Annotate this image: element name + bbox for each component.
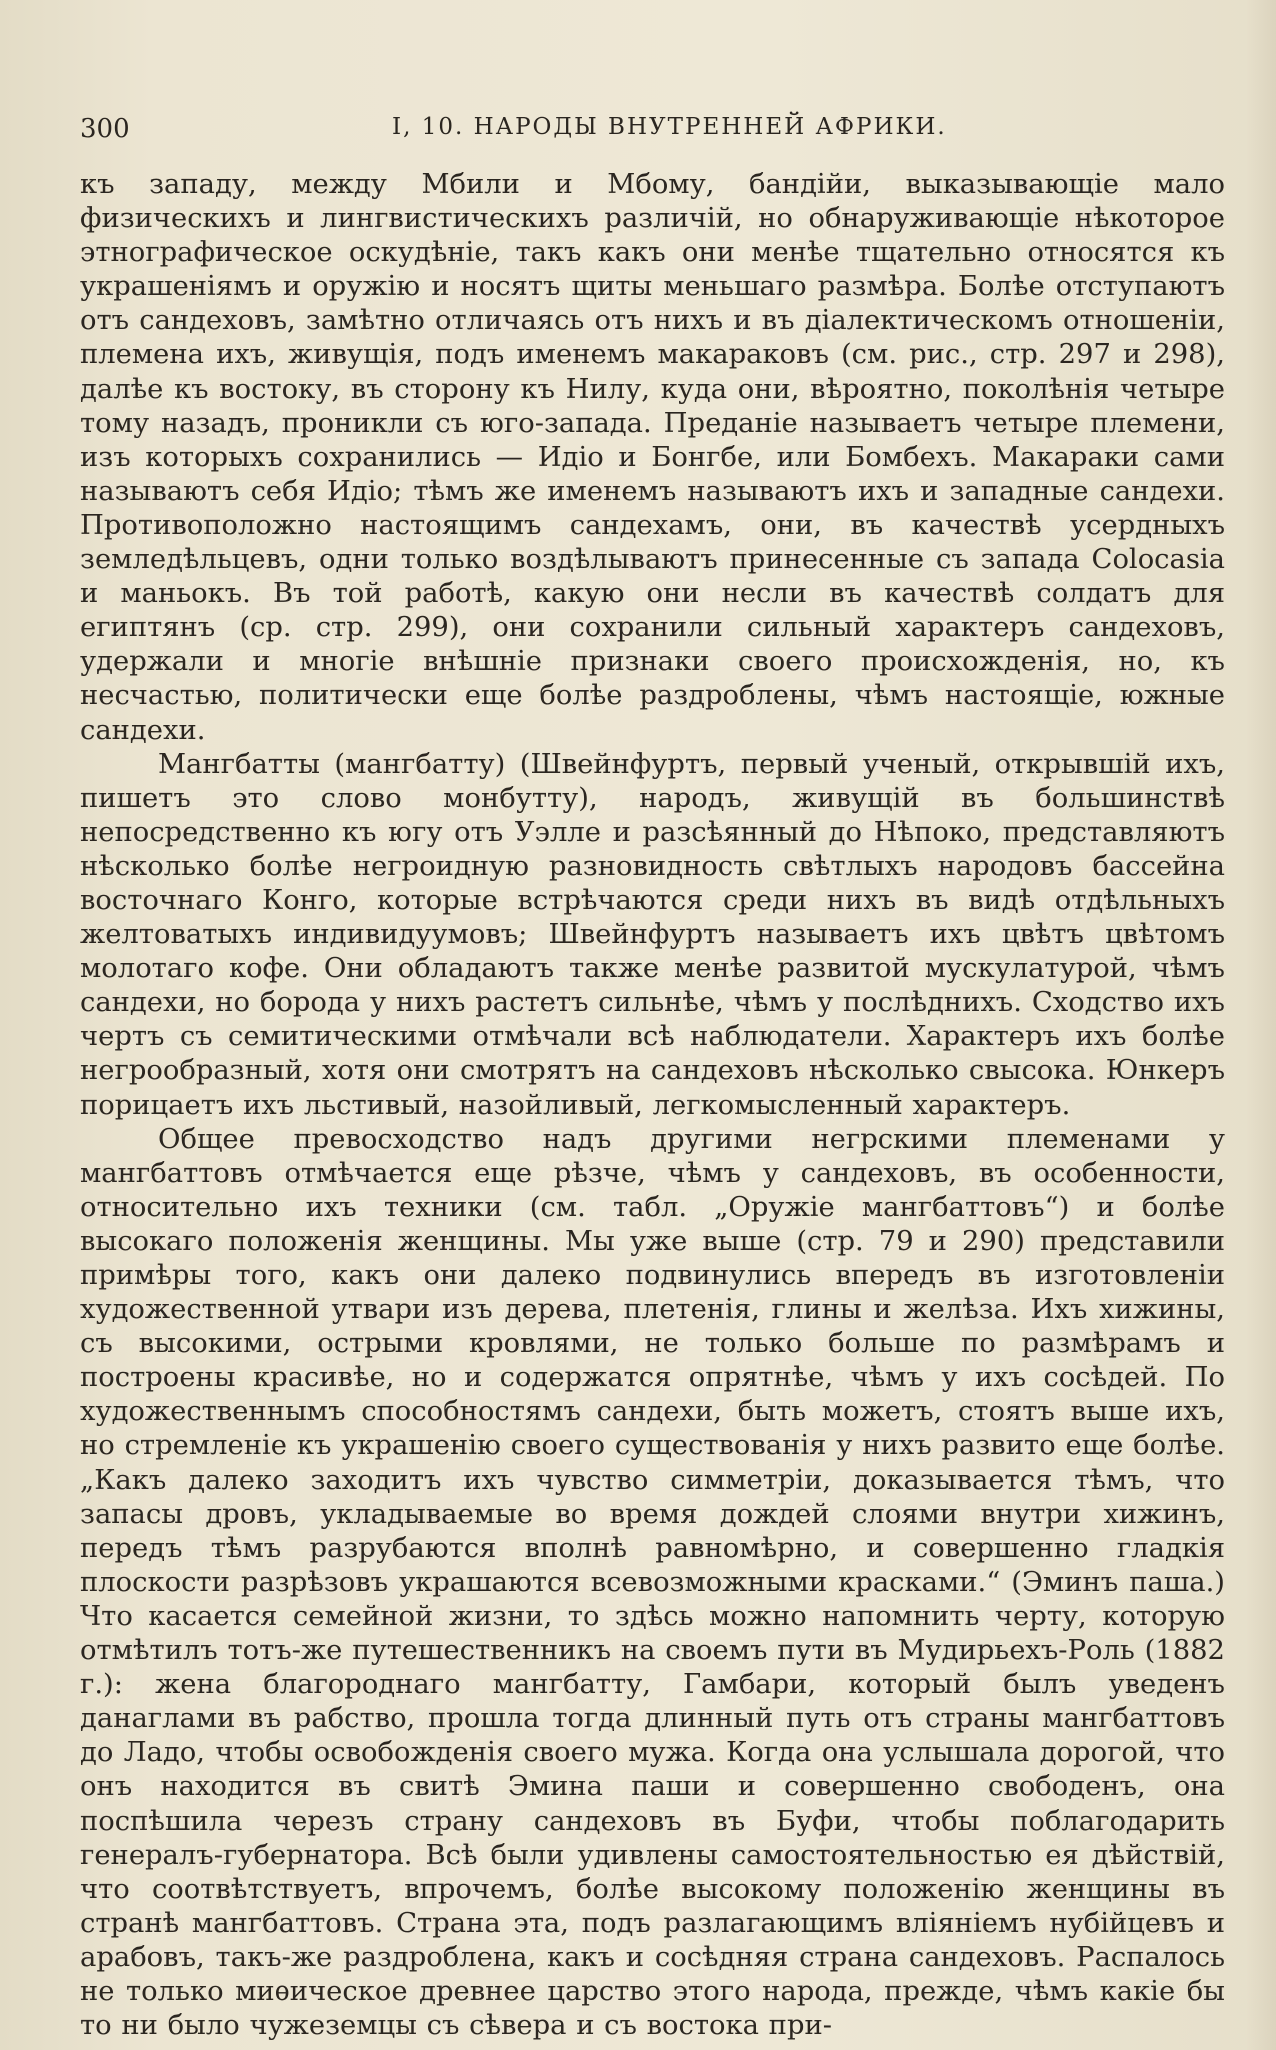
running-title: I, 10. НАРОДЫ ВНУТРЕННЕЙ АФРИКИ.	[392, 114, 947, 140]
page-edge-shadow	[1246, 0, 1276, 2050]
body-text	[80, 168, 1225, 2043]
page-header	[80, 114, 1240, 154]
paragraph-2: Мангбатты (мангбатту) (Швейнфуртъ, первый ученый, открывшій ихъ, пишетъ это слово монбутту), народъ, живущій въ большинствѣ непосредственно къ югу отъ Уэлле и разсѣянный до Нѣпоко, представляютъ нѣсколько болѣе негроидную разновидность свѣтлыхъ народовъ бассейна восточнаго Конго, которые встрѣчаются среди нихъ въ видѣ отдѣльныхъ желтоватыхъ индивидуумовъ; Швейнфуртъ называетъ ихъ цвѣтъ цвѣтомъ молотаго кофе. Они обладаютъ также менѣе развитой мускулатурой, чѣмъ сандехи, но борода у нихъ растетъ сильнѣе, чѣмъ у послѣднихъ. Сходство ихъ чертъ съ семитическими отмѣчали всѣ наблюдатели. Характеръ ихъ болѣе негрообразный, хотя они смотрятъ на сандеховъ нѣсколько свысока. Юнкеръ порицаетъ ихъ льстивый, назойливый, легкомысленный характеръ.	[80, 748, 1225, 1121]
page-number: 300	[80, 114, 130, 144]
paragraph-1: къ западу, между Мбили и Мбому, бандійи, выказывающіе мало физическихъ и лингвистическихъ различій, но обнаруживающіе нѣкоторое этнографическое оскудѣніе, такъ какъ они менѣе тщательно относятся къ украшеніямъ и оружію и носятъ щиты меньшаго размѣра. Болѣе отступаютъ отъ сандеховъ, замѣтно отличаясь отъ нихъ и въ діалектическомъ отношеніи, племена ихъ, живущія, подъ именемъ макараковъ (см. рис., стр. 297 и 298), далѣе къ востоку, въ сторону къ Нилу, куда они, вѣроятно, поколѣнія четыре тому назадъ, проникли съ юго-запада. Преданіе называетъ четыре племени, изъ которыхъ сохранились — Идіо и Бонгбе, или Бомбехъ. Макараки сами называютъ себя Идіо; тѣмъ же именемъ называютъ ихъ и западные сандехи. Противоположно настоящимъ сандехамъ, они, въ качествѣ усердныхъ земледѣльцевъ, одни только воздѣлываютъ принесенные съ запада Colocasia и маньокъ. Въ той работѣ, какую они несли въ качествѣ солдатъ для египтянъ (ср. стр. 299), они сохранили сильный характеръ сандеховъ, удержали и многіе внѣшніе признаки своего происхожденія, но, къ несчастью, политически еще болѣе раздроблены, чѣмъ настоящіе, южные сандехи.	[80, 169, 1225, 746]
paragraph-3: Общее превосходство надъ другими негрскими племенами у мангбаттовъ отмѣчается еще рѣзче, чѣмъ у сандеховъ, въ особенности, относительно ихъ техники (см. табл. „Оружіе мангбаттовъ“) и болѣе высокаго положенія женщины. Мы уже выше (стр. 79 и 290) представили примѣры того, какъ они далеко подвинулись впередъ въ изготовленіи художественной утвари изъ дерева, плетенія, глины и желѣза. Ихъ хижины, съ высокими, острыми кровлями, не только больше по размѣрамъ и построены красивѣе, но и содержатся опрятнѣе, чѣмъ у ихъ сосѣдей. По художественнымъ способностямъ сандехи, быть можетъ, стоятъ выше ихъ, но стремленіе къ украшенію своего существованія у нихъ развито еще болѣе. „Какъ далеко заходитъ ихъ чувство симметріи, доказывается тѣмъ, что запасы дровъ, укладываемые во время дождей слоями внутри хижинъ, передъ тѣмъ разрубаются вполнѣ равномѣрно, и совершенно гладкія плоскости разрѣзовъ украшаются всевозможными красками.“ (Эминъ паша.) Что касается семейной жизни, то здѣсь можно напомнить черту, которую отмѣтилъ тотъ-же путешественникъ на своемъ пути въ Мудирьехъ-Роль (1882 г.): жена благороднаго мангбатту, Гамбари, который былъ уведенъ данаглами въ рабство, прошла тогда длинный путь отъ страны мангбаттовъ до Ладо, чтобы освобожденія своего мужа. Когда она услышала дорогой, что онъ находится въ свитѣ Эмина паши и совершенно свободенъ, она поспѣшила черезъ страну сандеховъ въ Буфи, чтобы поблагодарить генералъ-губернатора. Всѣ были удивлены самостоятельностью ея дѣйствій, что соотвѣтствуетъ, впрочемъ, болѣе высокому положенію женщины въ странѣ мангбаттовъ. Страна эта, подъ разлагающимъ вліяніемъ нубійцевъ и арабовъ, такъ-же раздроблена, какъ и соcѣдняя страна сандеховъ. Распалось не только миѳическое древнее царство этого народа, прежде, чѣмъ какіе бы то ни было чужеземцы съ сѣвера и съ востока при-	[80, 1123, 1225, 2042]
